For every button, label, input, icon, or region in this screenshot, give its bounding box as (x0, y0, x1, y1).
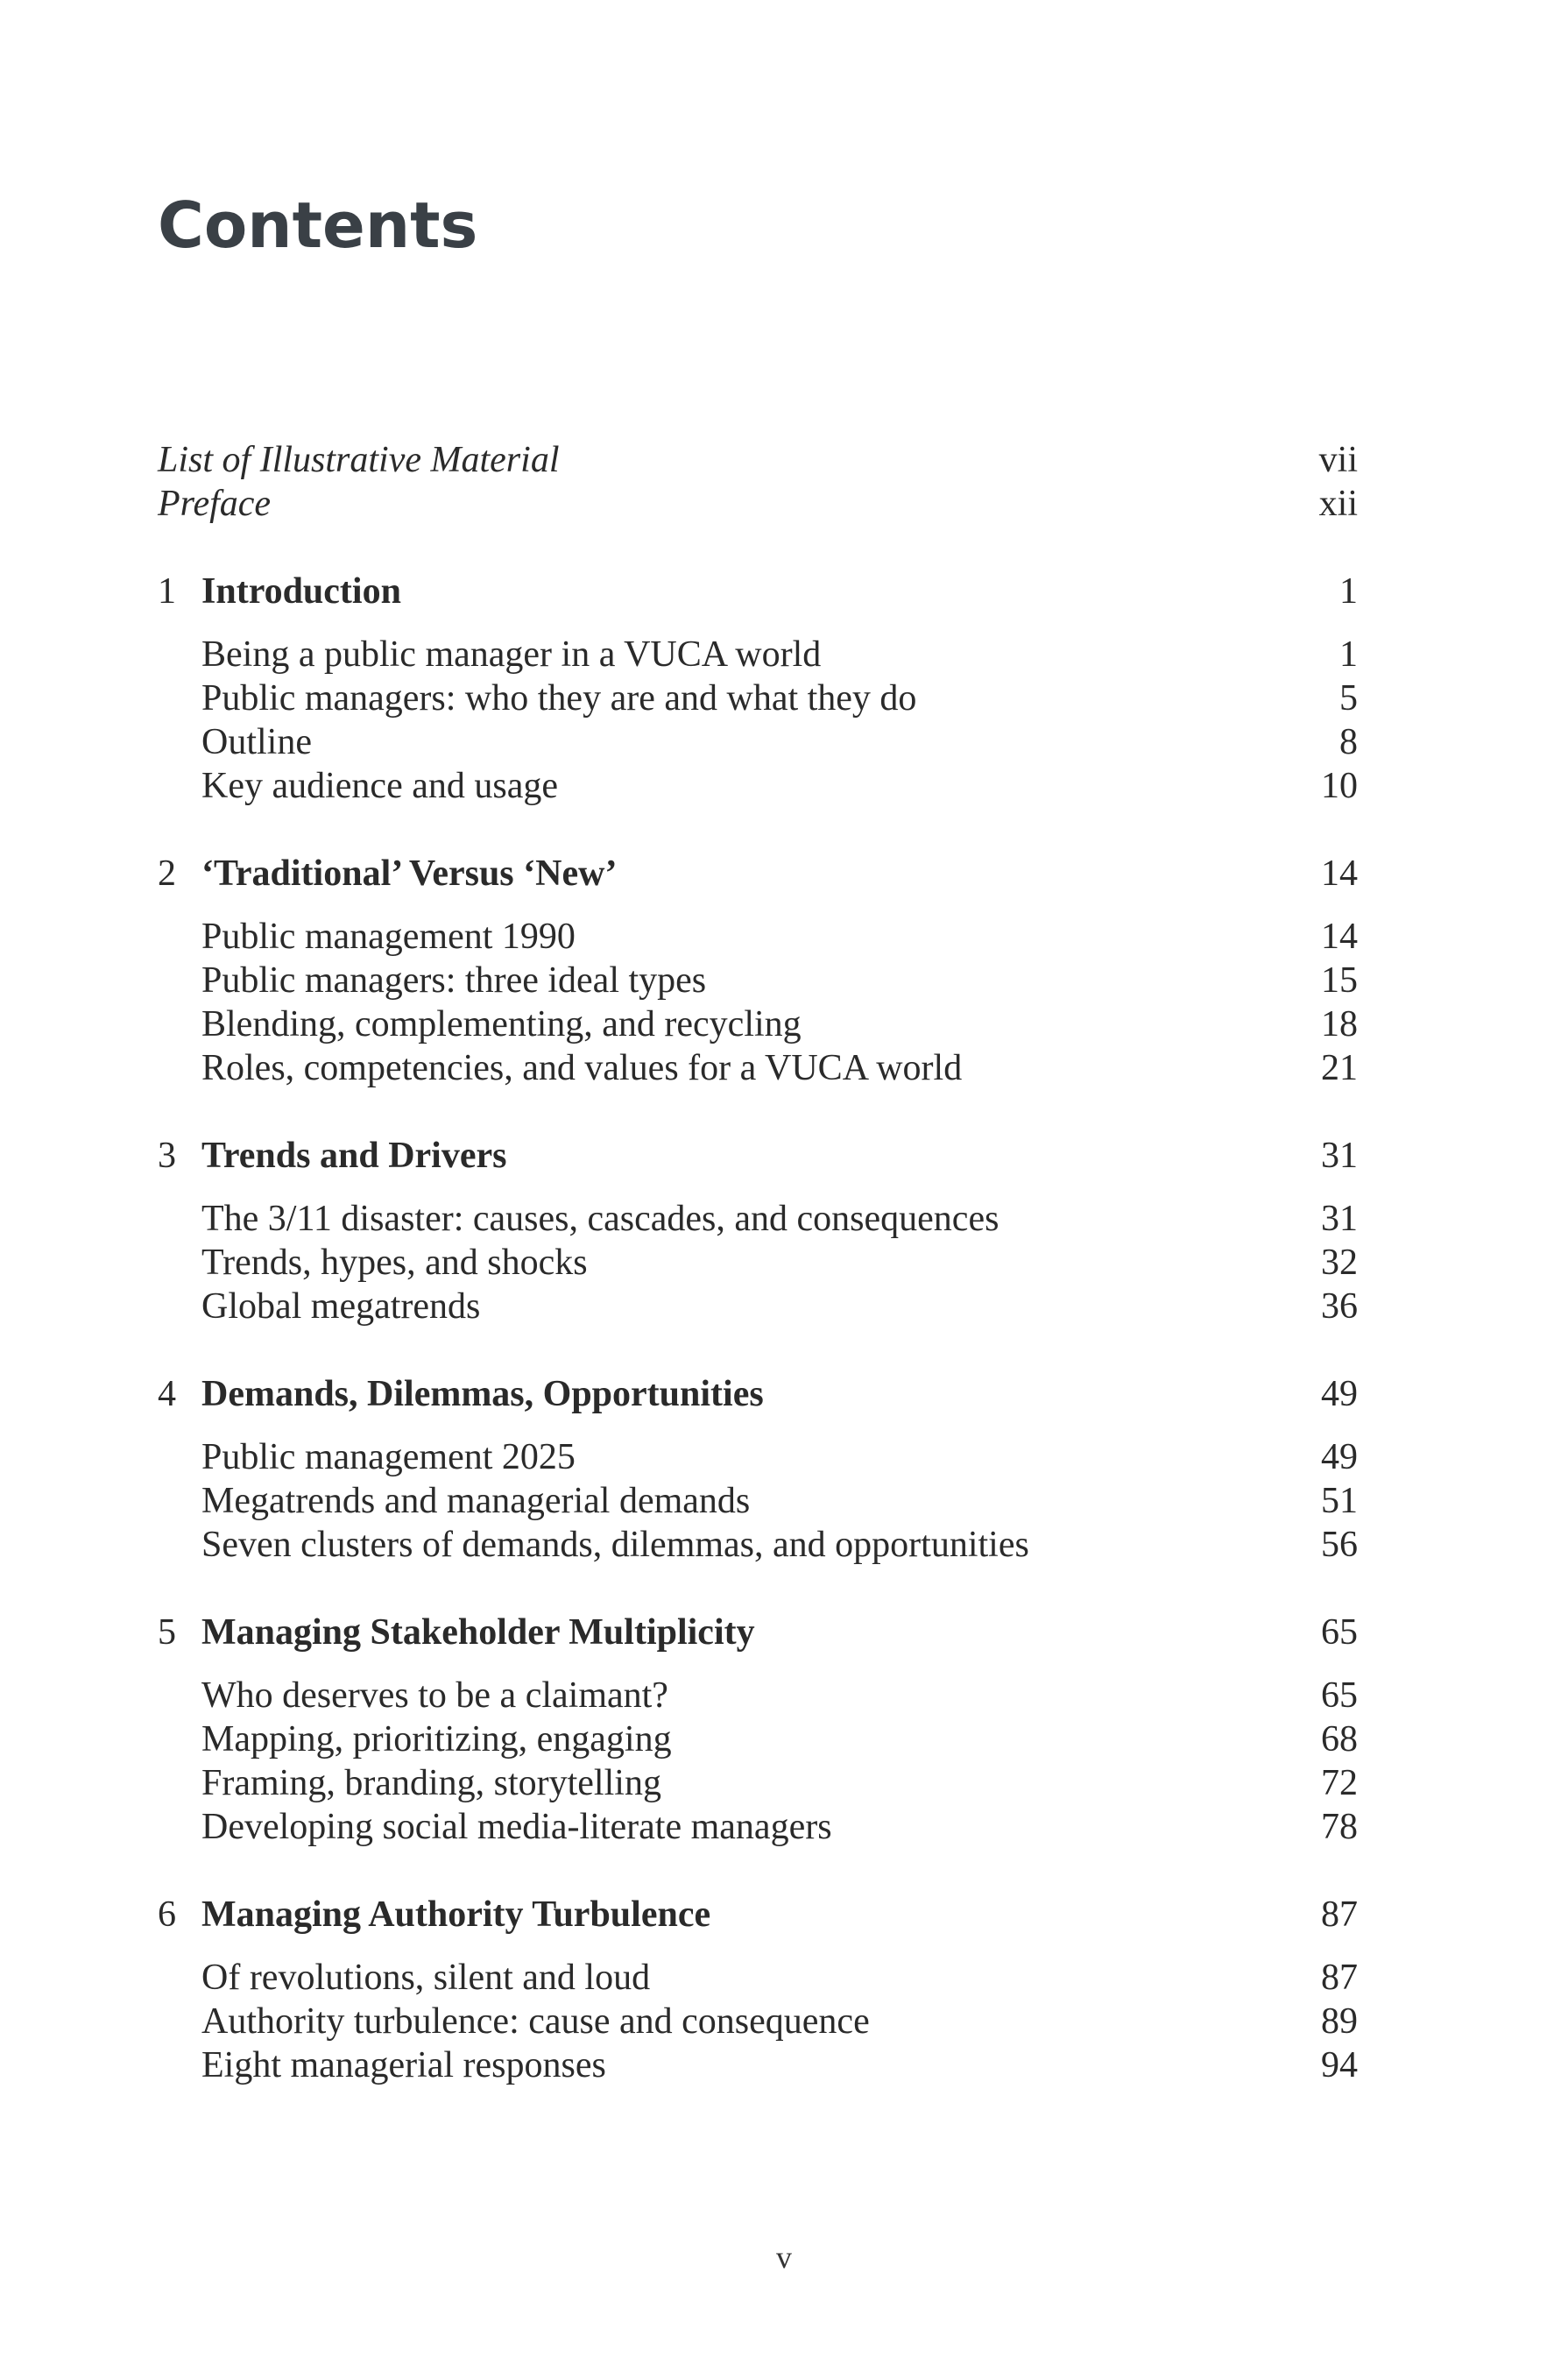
section-page: 15 (1321, 960, 1358, 1001)
section-entry (158, 1523, 1358, 1567)
chapter-heading (158, 1893, 710, 1937)
chapter-entry (158, 1372, 1358, 1416)
chapter-sections (158, 1197, 1358, 1328)
section-entry (158, 1717, 1358, 1761)
chapter-entry (158, 852, 1358, 896)
chapter-sections (158, 1435, 1358, 1567)
chapter-number: 6 (158, 1894, 176, 1935)
section-page: 10 (1321, 766, 1358, 806)
section-page: 89 (1321, 2001, 1358, 2042)
section-page: 68 (1321, 1719, 1358, 1760)
section-title: Megatrends and managerial demands (201, 1481, 751, 1521)
chapter-number: 2 (158, 853, 176, 894)
chapter-entry (158, 1611, 1358, 1654)
section-page: 8 (1339, 722, 1358, 762)
chapter-entry (158, 1893, 1358, 1937)
section-page: 56 (1321, 1525, 1358, 1565)
section-title: Of revolutions, silent and loud (201, 1958, 651, 1998)
chapter-number: 3 (158, 1136, 176, 1176)
section-page: 72 (1321, 1763, 1358, 1803)
section-page: 49 (1321, 1437, 1358, 1477)
section-entry (158, 676, 1358, 720)
section-page: 36 (1321, 1286, 1358, 1327)
section-title: Outline (201, 722, 312, 762)
chapter-heading (158, 570, 401, 613)
section-title: Public management 2025 (201, 1437, 576, 1477)
section-entry (158, 764, 1358, 808)
section-entry (158, 2043, 1358, 2087)
section-page: 94 (1321, 2045, 1358, 2085)
section-entry (158, 633, 1358, 676)
chapter-title: Trends and Drivers (201, 1136, 507, 1176)
section-page: 31 (1321, 1199, 1358, 1239)
section-title: The 3/11 disaster: causes, cascades, and consequences (201, 1199, 999, 1239)
section-page: 87 (1321, 1958, 1358, 1998)
front-matter-title: List of Illustrative Material (158, 440, 560, 480)
chapter-entry (158, 1134, 1358, 1178)
section-entry (158, 720, 1358, 764)
front-matter-page: xii (1318, 484, 1358, 524)
section-page: 1 (1339, 634, 1358, 675)
section-entry (158, 1002, 1358, 1046)
section-entry (158, 915, 1358, 959)
section-page: 14 (1321, 917, 1358, 957)
section-title: Public managers: three ideal types (201, 960, 707, 1001)
section-entry (158, 1805, 1358, 1849)
section-entry (158, 1761, 1358, 1805)
section-entry (158, 2000, 1358, 2043)
chapter-page: 65 (1321, 1612, 1358, 1653)
section-title: Authority turbulence: cause and consequence (201, 2001, 870, 2042)
chapter-page: 49 (1321, 1374, 1358, 1414)
section-entry (158, 1197, 1358, 1241)
chapter-heading (158, 1134, 506, 1178)
section-title: Mapping, prioritizing, engaging (201, 1719, 672, 1760)
section-title: Global megatrends (201, 1286, 481, 1327)
chapter-page: 87 (1321, 1894, 1358, 1935)
section-page: 18 (1321, 1004, 1358, 1044)
section-entry (158, 1046, 1358, 1090)
section-page: 5 (1339, 678, 1358, 719)
chapter-sections (158, 1674, 1358, 1849)
section-entry (158, 959, 1358, 1002)
section-page: 65 (1321, 1675, 1358, 1716)
section-title: Seven clusters of demands, dilemmas, and opportunities (201, 1525, 1029, 1565)
chapter-entry (158, 570, 1358, 613)
chapter-title: Managing Stakeholder Multiplicity (201, 1612, 755, 1653)
section-entry (158, 1479, 1358, 1523)
chapter-sections (158, 915, 1358, 1090)
section-title: Framing, branding, storytelling (201, 1763, 661, 1803)
section-entry (158, 1241, 1358, 1285)
section-entry (158, 1285, 1358, 1328)
front-matter-title: Preface (158, 484, 272, 524)
front-matter-page: vii (1318, 440, 1358, 480)
chapter-title: Demands, Dilemmas, Opportunities (201, 1374, 764, 1414)
section-entry (158, 1435, 1358, 1479)
page-title: Contents (158, 188, 478, 262)
page-number: v (776, 2240, 792, 2275)
section-title: Who deserves to be a claimant? (201, 1675, 668, 1716)
section-title: Trends, hypes, and shocks (201, 1243, 588, 1283)
chapter-number: 4 (158, 1374, 176, 1414)
chapter-page: 31 (1321, 1136, 1358, 1176)
section-page: 32 (1321, 1243, 1358, 1283)
chapter-heading (158, 1372, 764, 1416)
section-entry (158, 1674, 1358, 1717)
section-title: Blending, complementing, and recycling (201, 1004, 802, 1044)
section-title: Roles, competencies, and values for a VUCA world (201, 1048, 963, 1088)
section-title: Developing social media-literate managers (201, 1807, 832, 1847)
section-title: Eight managerial responses (201, 2045, 606, 2085)
front-matter-entry (158, 482, 1358, 526)
section-entry (158, 1956, 1358, 2000)
table-of-contents (158, 438, 1358, 2087)
section-title: Key audience and usage (201, 766, 558, 806)
chapter-heading (158, 852, 617, 896)
chapter-number: 1 (158, 571, 176, 612)
section-title: Public managers: who they are and what they do (201, 678, 917, 719)
chapter-page: 14 (1321, 853, 1358, 894)
section-page: 21 (1321, 1048, 1358, 1088)
section-page: 78 (1321, 1807, 1358, 1847)
chapter-number: 5 (158, 1612, 176, 1653)
chapter-sections (158, 633, 1358, 808)
section-title: Being a public manager in a VUCA world (201, 634, 822, 675)
section-page: 51 (1321, 1481, 1358, 1521)
front-matter-entry (158, 438, 1358, 482)
section-title: Public management 1990 (201, 917, 576, 957)
chapter-title: Managing Authority Turbulence (201, 1894, 711, 1935)
chapter-title: ‘Traditional’ Versus ‘New’ (201, 853, 618, 894)
chapter-heading (158, 1611, 755, 1654)
chapter-page: 1 (1339, 571, 1358, 612)
chapter-sections (158, 1956, 1358, 2087)
chapter-title: Introduction (201, 571, 401, 612)
